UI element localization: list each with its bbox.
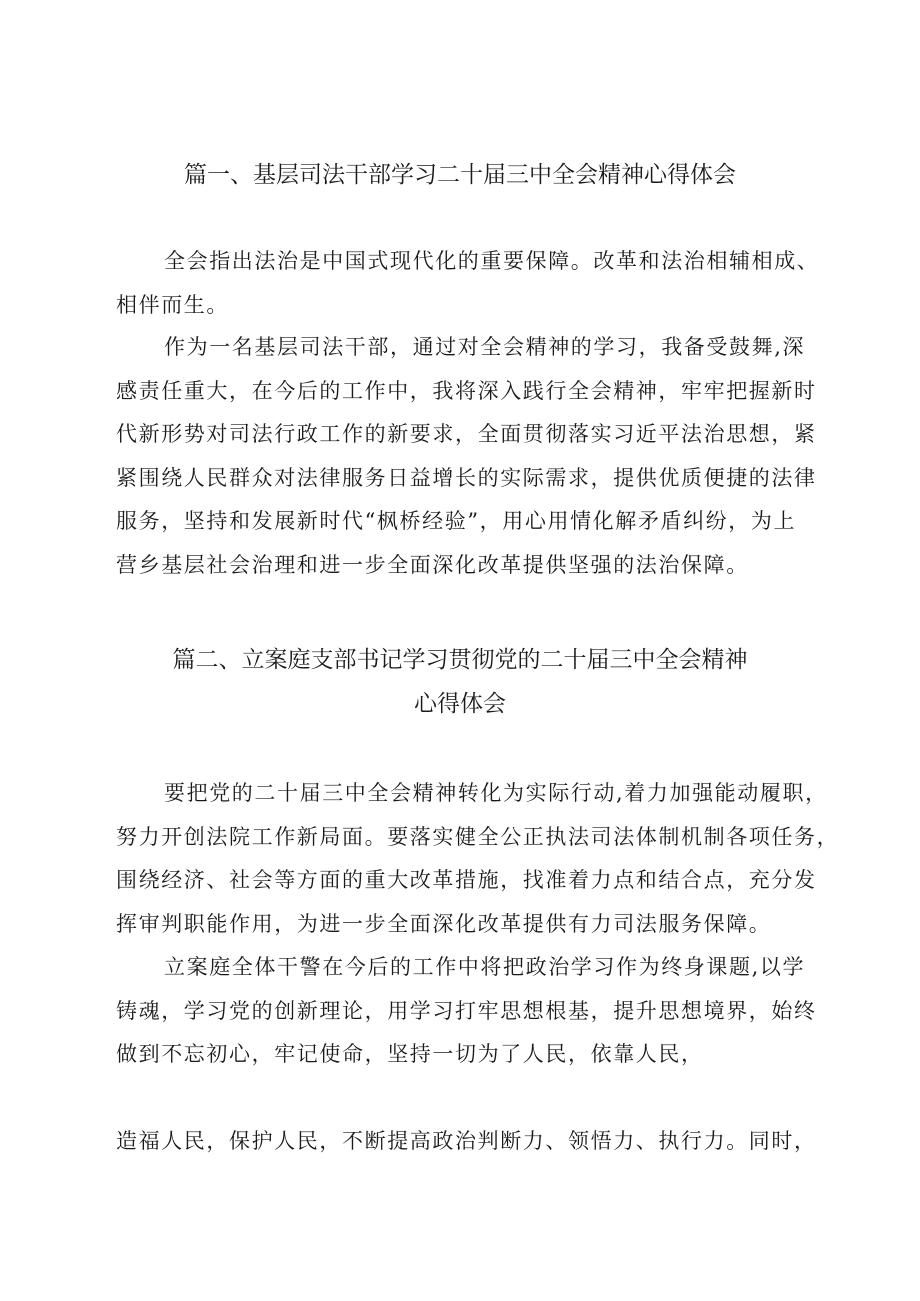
text-line: 做到不忘初心，牢记使命，坚持一切为了人民，依靠人民，: [116, 1042, 704, 1066]
section2-paragraph-2: [116, 946, 836, 1077]
text-line: 造福人民，保护人民，不断提高政治判断力、领悟力、执行力。同时，: [116, 1129, 817, 1153]
text-line: 营乡基层社会治理和进一步全面深化改革提供坚强的法治保障。: [116, 552, 749, 577]
text-line: 作为一名基层司法干部，通过对全会精神的学习，我备受鼓舞,深: [164, 335, 806, 359]
text-line: 感责任重大，在今后的工作中，我将深入践行全会精神，牢牢把握新时: [116, 378, 817, 403]
text-line: 相伴而生。: [116, 292, 229, 317]
section2-paragraph-3: [116, 1120, 836, 1164]
section1-title-text: 篇一、基层司法干部学习二十届三中全会精神心得体会: [184, 162, 736, 188]
section2-title: [0, 638, 920, 726]
section1-title: [0, 153, 920, 197]
section1-paragraph-2: [116, 326, 836, 587]
text-line: 努力开创法院工作新局面。要落实健全公正执法司法体制机制各项任务，: [116, 824, 840, 849]
text-line: 围绕经济、社会等方面的重大改革措施，找准着力点和结合点，充分发: [116, 868, 817, 892]
text-line: 铸魂，学习党的创新理论，用学习打牢思想根基，提升思想境界，始终: [116, 998, 817, 1023]
text-line: 立案庭全体干警在今后的工作中将把政治学习作为终身课题,以学: [164, 955, 806, 979]
section1-paragraph-1: [116, 240, 836, 327]
section2-title-line-2: 心得体会: [414, 691, 506, 717]
section2-title-line-1: 篇二、立案庭支部书记学习贯彻党的二十届三中全会精神: [172, 647, 748, 673]
text-line: 要把党的二十届三中全会精神转化为实际行动,着力加强能动履职，: [164, 781, 828, 805]
text-line: 挥审判职能作用，为进一步全面深化改革提供有力司法服务保障。: [116, 911, 772, 936]
section2-paragraph-1: [116, 772, 840, 946]
text-line: 服务，坚持和发展新时代“枫桥经验”，用心用情化解矛盾纠纷，为上: [116, 509, 797, 533]
text-line: 代新形势对司法行政工作的新要求，全面贯彻落实习近平法治思想，紧: [116, 422, 817, 446]
text-line: 全会指出法治是中国式现代化的重要保障。改革和法治相辅相成、: [164, 249, 820, 273]
text-line: 紧围绕人民群众对法律服务日益增长的实际需求，提供优质便捷的法律: [116, 465, 817, 490]
